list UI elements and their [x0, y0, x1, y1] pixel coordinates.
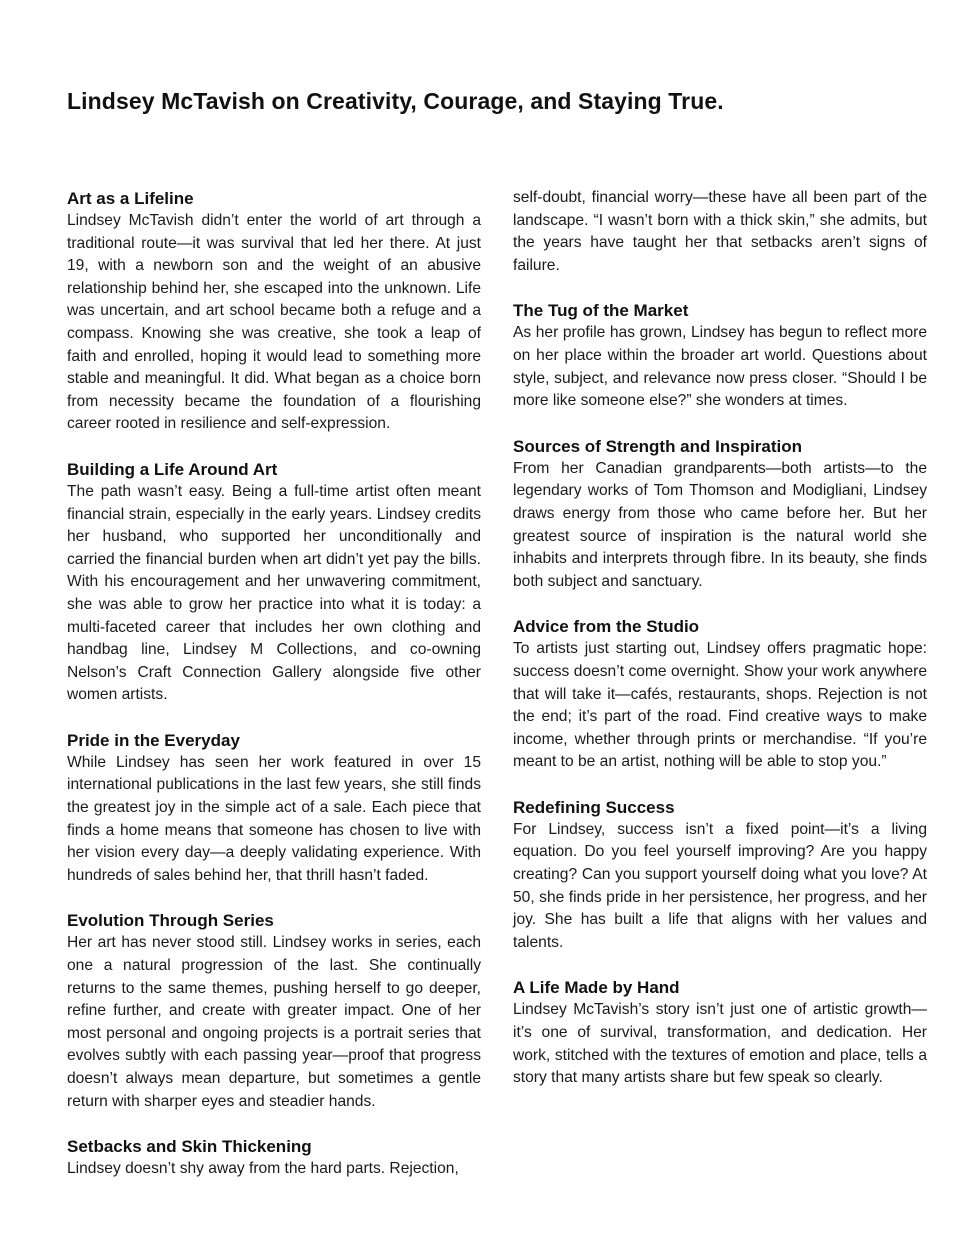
section-heading: The Tug of the Market — [513, 301, 689, 321]
section-body: Lindsey doesn’t shy away from the hard parts. Rejection, — [67, 1160, 459, 1178]
section-heading: Setbacks and Skin Thickening — [67, 1137, 312, 1157]
section-body: Lindsey McTavish didn’t enter the world of art through a traditional route—it was survival that led her there. At just 19, with a newborn son and the weight of an abusive relationship behind her, she escaped into the unknown. Life was uncertain, and art school became both a refuge and a compass. Knowing she was creative, she took a leap of faith and enrolled, hoping it would lead to something more stable and meaningful. It did. What began as a choice born from necessity became the foundation of a flourishing career rooted in resilience and self-expression. — [67, 212, 481, 433]
left-column — [67, 187, 481, 1203]
section-heading: A Life Made by Hand — [513, 978, 680, 998]
section-heading: Art as a Lifeline — [67, 189, 194, 208]
right-column — [513, 187, 927, 1112]
article-section — [67, 909, 481, 1113]
article-section — [67, 729, 481, 888]
section-body: The path wasn’t easy. Being a full-time artist often meant financial strain, especially in the early years. Lindsey credits her husband, who supported her unconditionally and carried the financial burden when art didn’t yet pay the bills. With his encouragement and her unwavering commitment, she was able to grow her practice into what it is today: a multi-faceted career that includes her own clothing and handbag line, Lindsey M Collections, and co-owning Nelson’s Craft Connection Gallery alongside five other women artists. — [67, 482, 481, 704]
article-section — [513, 615, 927, 774]
article-section — [513, 976, 927, 1089]
article-section — [67, 1135, 481, 1181]
page-title: Lindsey McTavish on Creativity, Courage, and Staying True. — [67, 88, 724, 114]
article-section — [67, 458, 481, 707]
section-heading: Pride in the Everyday — [67, 730, 240, 750]
section-heading: Building a Life Around Art — [67, 459, 278, 479]
section-body: Lindsey McTavish’s story isn’t just one of artistic growth—it’s one of survival, transformation, and dedication. Her work, stitched with the textures of emotion and place, tells a story that many artists share but few speak so clearly. — [513, 1001, 927, 1087]
section-heading: Redefining Success — [513, 797, 675, 817]
article-section — [513, 796, 927, 955]
section-body: From her Canadian grandparents—both artists—to the legendary works of Tom Thomson and Modigliani, Lindsey draws energy from those who came before her. But her greatest source of inspiration is the natural world she inhabits and interprets through fibre. In its beauty, she finds both subject and sanctuary. — [513, 459, 927, 590]
section-heading: Advice from the Studio — [513, 617, 700, 637]
article-section — [513, 299, 927, 412]
section-body: To artists just starting out, Lindsey offers pragmatic hope: success doesn’t come overnight. Show your work anywhere that will take it—cafés, restaurants, shops. Rejection is not the end; it’s part of the road. Find creative ways to make income, whether through prints or merchandise. “If you’re meant to be an artist, nothing will be able to stop you.” — [513, 640, 927, 771]
section-body: Her art has never stood still. Lindsey works in series, each one a natural progression of the last. She continually returns to the same themes, pushing herself to go deeper, refine further, and create with greater impact. One of her most personal and ongoing projects is a portrait series that evolves subtly with each passing year—proof that progress doesn’t always mean departure, but sometimes a gentle return with sharper eyes and steadier hands. — [67, 934, 481, 1110]
article-section — [67, 187, 481, 436]
section-heading: Sources of Strength and Inspiration — [513, 436, 803, 456]
section-body: As her profile has grown, Lindsey has begun to reflect more on her place within the broader art world. Questions about style, subject, and relevance now press closer. “Should I be more like someone else?” she wonders at times. — [513, 324, 927, 410]
section-body: While Lindsey has seen her work featured in over 15 international publications in the last few years, she still finds the greatest joy in the simple act of a sale. Each piece that finds a home means that someone has chosen to live with her vision every day—a deeply validating experience. With hundreds of sales behind her, that thrill hasn’t faded. — [67, 753, 481, 884]
continued-paragraph — [513, 187, 927, 277]
article-section — [513, 435, 927, 594]
section-body: self-doubt, financial worry—these have all been part of the landscape. “I wasn’t born with a thick skin,” she admits, but the years have taught her that setbacks aren’t signs of failure. — [513, 189, 927, 274]
section-heading: Evolution Through Series — [67, 911, 274, 931]
section-body: For Lindsey, success isn’t a fixed point—it’s a living equation. Do you feel yourself improving? Are you happy creating? Can you support yourself doing what you love? At 50, she finds pride in her persistence, her progress, and her joy. She has built a life that aligns with her values and talents. — [513, 820, 927, 951]
